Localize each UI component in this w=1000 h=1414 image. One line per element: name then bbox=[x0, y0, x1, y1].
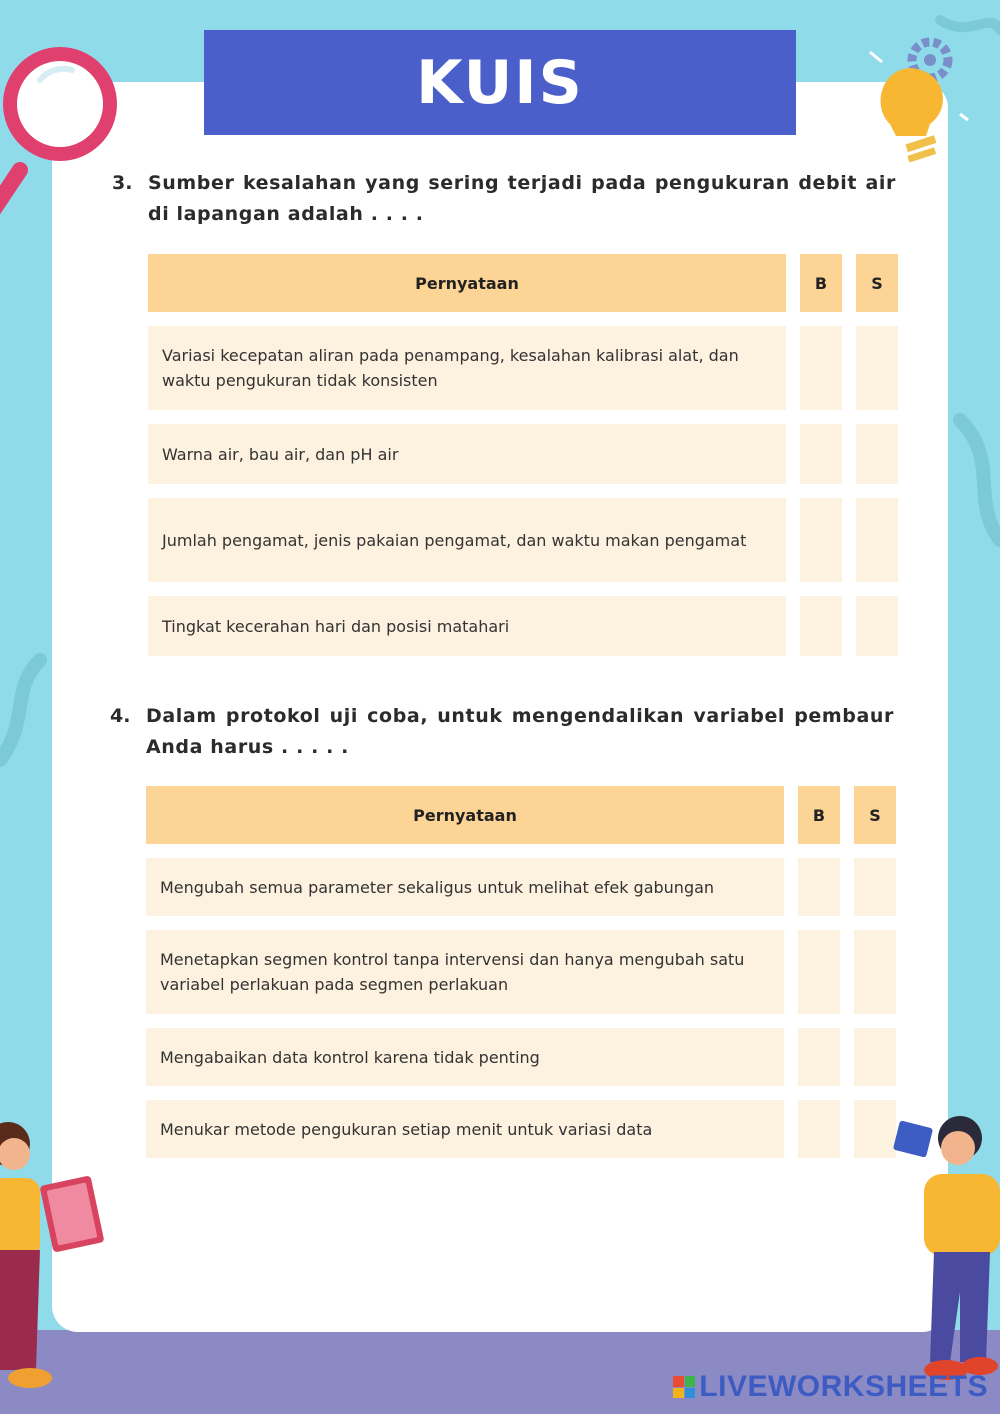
header-s: S bbox=[856, 254, 898, 312]
statement-text: Mengabaikan data kontrol karena tidak penting bbox=[146, 1028, 784, 1086]
header-statement: Pernyataan bbox=[146, 786, 784, 844]
student-boy-illustration bbox=[890, 1112, 1000, 1387]
student-girl-illustration bbox=[0, 1120, 110, 1390]
table-row bbox=[146, 1100, 898, 1158]
brand-name: LIVEWORKSHEETS bbox=[699, 1370, 988, 1403]
header-b: B bbox=[800, 254, 842, 312]
answer-box-b[interactable] bbox=[800, 498, 842, 582]
table-row bbox=[146, 858, 898, 916]
magnifier-icon bbox=[0, 40, 130, 220]
question-3 bbox=[112, 168, 896, 230]
question-number: 3. bbox=[112, 172, 133, 194]
statement-text: Warna air, bau air, dan pH air bbox=[148, 424, 786, 484]
answer-box-b[interactable] bbox=[800, 424, 842, 484]
answer-box-s[interactable] bbox=[854, 858, 896, 916]
statement-text: Tingkat kecerahan hari dan posisi matahari bbox=[148, 596, 786, 656]
header-statement: Pernyataan bbox=[148, 254, 786, 312]
liveworksheets-logo bbox=[673, 1370, 988, 1404]
answer-box-s[interactable] bbox=[854, 1028, 896, 1086]
table-row bbox=[146, 1028, 898, 1086]
answer-box-b[interactable] bbox=[800, 596, 842, 656]
answer-box-s[interactable] bbox=[854, 930, 896, 1014]
table-row bbox=[148, 326, 900, 410]
answer-box-b[interactable] bbox=[800, 326, 842, 410]
page-title: KUIS bbox=[416, 47, 584, 118]
statement-text: Mengubah semua parameter sekaligus untuk melihat efek gabungan bbox=[146, 858, 784, 916]
brand-mark-icon bbox=[673, 1376, 695, 1398]
statement-text: Jumlah pengamat, jenis pakaian pengamat, dan waktu makan pengamat bbox=[148, 498, 786, 582]
statement-text: Menetapkan segmen kontrol tanpa intervensi dan hanya mengubah satu variabel perlakuan pada segmen perlakuan bbox=[146, 930, 784, 1014]
statement-text: Variasi kecepatan aliran pada penampang, kesalahan kalibrasi alat, dan waktu pengukuran tidak konsisten bbox=[148, 326, 786, 410]
question-text: Sumber kesalahan yang sering terjadi pada pengukuran debit air di lapangan adalah . . . . bbox=[148, 172, 896, 225]
table-header bbox=[146, 786, 898, 844]
table-row bbox=[148, 596, 900, 656]
lightbulb-gear-icon bbox=[860, 28, 970, 168]
table-row bbox=[148, 498, 900, 582]
title-banner bbox=[204, 30, 796, 135]
question-number: 4. bbox=[110, 705, 131, 727]
header-s: S bbox=[854, 786, 896, 844]
table-row bbox=[148, 424, 900, 484]
header-b: B bbox=[798, 786, 840, 844]
question-text: Dalam protokol uji coba, untuk mengendalikan variabel pembaur Anda harus . . . . . bbox=[146, 705, 894, 758]
answer-box-b[interactable] bbox=[798, 930, 840, 1014]
answer-box-b[interactable] bbox=[798, 858, 840, 916]
statement-text: Menukar metode pengukuran setiap menit untuk variasi data bbox=[146, 1100, 784, 1158]
answer-box-s[interactable] bbox=[856, 424, 898, 484]
answer-box-s[interactable] bbox=[856, 596, 898, 656]
statement-table-q4 bbox=[146, 786, 898, 1172]
answer-box-b[interactable] bbox=[798, 1028, 840, 1086]
question-4 bbox=[110, 701, 894, 763]
statement-table-q3 bbox=[148, 254, 900, 670]
answer-box-s[interactable] bbox=[856, 326, 898, 410]
answer-box-s[interactable] bbox=[856, 498, 898, 582]
answer-box-b[interactable] bbox=[798, 1100, 840, 1158]
table-row bbox=[146, 930, 898, 1014]
table-header bbox=[148, 254, 900, 312]
